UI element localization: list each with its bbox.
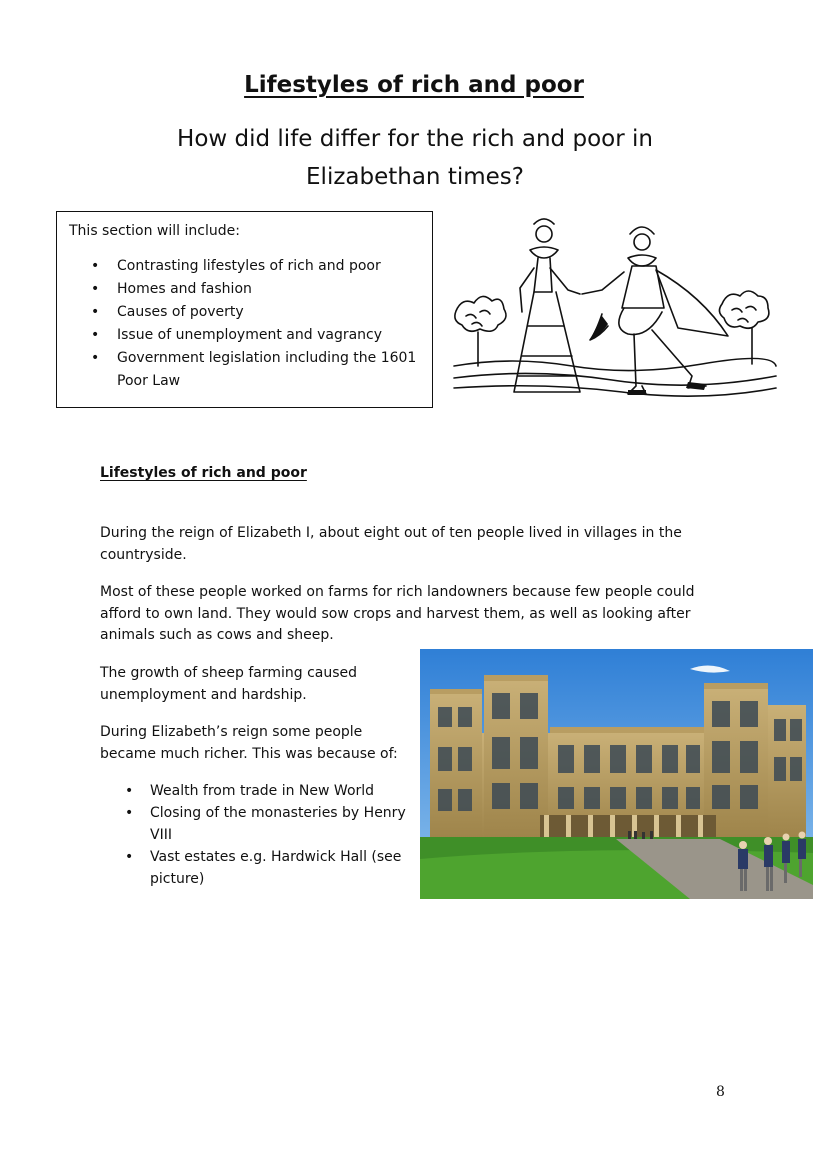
body-paragraph: During Elizabeth’s reign some people became much richer. This was because of: bbox=[100, 724, 398, 762]
page-subtitle: How did life differ for the rich and poor in Elizabethan times? bbox=[177, 126, 653, 190]
page-title: Lifestyles of rich and poor bbox=[244, 72, 584, 98]
reason-item: • Wealth from trade in New World bbox=[150, 780, 410, 802]
contents-list bbox=[69, 255, 420, 393]
hardwick-hall-photo bbox=[420, 649, 813, 899]
body-paragraph: The growth of sheep farming caused unemployment and hardship. bbox=[100, 665, 358, 703]
contents-item: • Issue of unemployment and vagrancy bbox=[117, 324, 420, 347]
contents-item: • Government legislation including the 1601 Poor Law bbox=[117, 347, 420, 393]
section-contents-box bbox=[56, 211, 433, 408]
wealth-reasons-list bbox=[150, 780, 410, 890]
page-number: 8 bbox=[716, 1084, 725, 1100]
contents-intro: This section will include: bbox=[69, 223, 240, 239]
contents-item: • Contrasting lifestyles of rich and poor bbox=[117, 255, 420, 278]
body-paragraph: Most of these people worked on farms for rich landowners because few people could afford to own land. They would sow crops and harvest them, as well as looking after animals such as cows and sheep. bbox=[100, 584, 695, 643]
woodcut-illustration bbox=[452, 216, 778, 406]
contents-item: • Homes and fashion bbox=[117, 278, 420, 301]
contents-item: • Causes of poverty bbox=[117, 301, 420, 324]
reason-item: • Vast estates e.g. Hardwick Hall (see picture) bbox=[150, 846, 410, 890]
section-heading: Lifestyles of rich and poor bbox=[100, 465, 307, 481]
body-paragraph: During the reign of Elizabeth I, about eight out of ten people lived in villages in the countryside. bbox=[100, 525, 682, 563]
reason-item: • Closing of the monasteries by Henry VIII bbox=[150, 802, 410, 846]
